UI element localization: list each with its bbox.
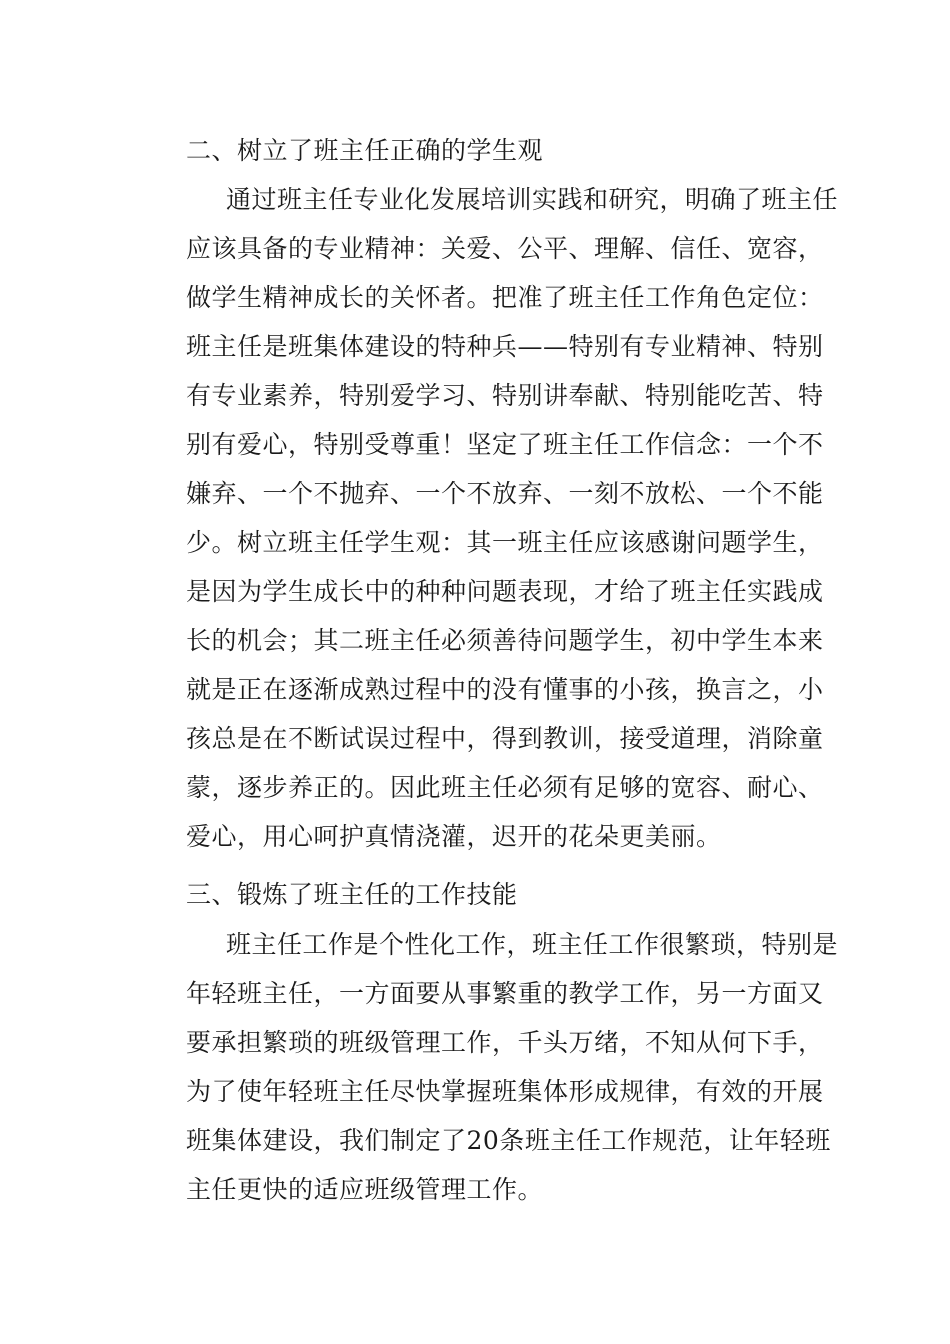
- body-line: 做学生精神成长的关怀者。把准了班主任工作角色定位：: [186, 283, 824, 312]
- body-line: 主任更快的适应班级管理工作。: [186, 1175, 544, 1204]
- body-line: 班主任工作是个性化工作，班主任工作很繁琐，特别是: [226, 930, 839, 959]
- heading-text: 二、树立了班主任正确的学生观: [186, 136, 544, 165]
- heading-text: 三、锻炼了班主任的工作技能: [186, 880, 518, 909]
- body-line: 是因为学生成长中的种种问题表现，才给了班主任实践成: [186, 577, 824, 606]
- body-line: 要承担繁琐的班级管理工作，千头万绪，不知从何下手，: [186, 1028, 824, 1057]
- body-line: 孩总是在不断试误过程中，得到教训，接受道理，消除童: [186, 724, 824, 753]
- body-line: 通过班主任专业化发展培训实践和研究，明确了班主任: [226, 185, 839, 214]
- body-line: 就是正在逐渐成熟过程中的没有懂事的小孩，换言之，小: [186, 675, 824, 704]
- body-line: 为了使年轻班主任尽快掌握班集体形成规律，有效的开展: [186, 1077, 824, 1106]
- body-line: 班主任是班集体建设的特种兵——特别有专业精神、特别: [186, 332, 824, 361]
- body-line: 少。树立班主任学生观：其一班主任应该感谢问题学生，: [186, 528, 824, 557]
- body-line: 长的机会；其二班主任必须善待问题学生，初中学生本来: [186, 626, 824, 655]
- body-line: 有专业素养，特别爱学习、特别讲奉献、特别能吃苦、特: [186, 381, 824, 410]
- body-line: 爱心，用心呵护真情浇灌，迟开的花朵更美丽。: [186, 822, 722, 851]
- body-line: 嫌弃、一个不抛弃、一个不放弃、一刻不放松、一个不能: [186, 479, 824, 508]
- body-line: 蒙，逐步养正的。因此班主任必须有足够的宽容、耐心、: [186, 773, 824, 802]
- body-line: 班集体建设，我们制定了20条班主任工作规范，让年轻班: [186, 1126, 831, 1155]
- body-line: 应该具备的专业精神：关爱、公平、理解、信任、宽容，: [186, 234, 824, 263]
- section-heading-2: [146, 131, 811, 171]
- section-body-2: [146, 175, 839, 861]
- body-line: 年轻班主任，一方面要从事繁重的教学工作，另一方面又: [186, 979, 824, 1008]
- section-heading-3: [146, 875, 811, 915]
- section-body-3: [146, 920, 839, 1214]
- body-line: 别有爱心，特别受尊重！坚定了班主任工作信念：一个不: [186, 430, 824, 459]
